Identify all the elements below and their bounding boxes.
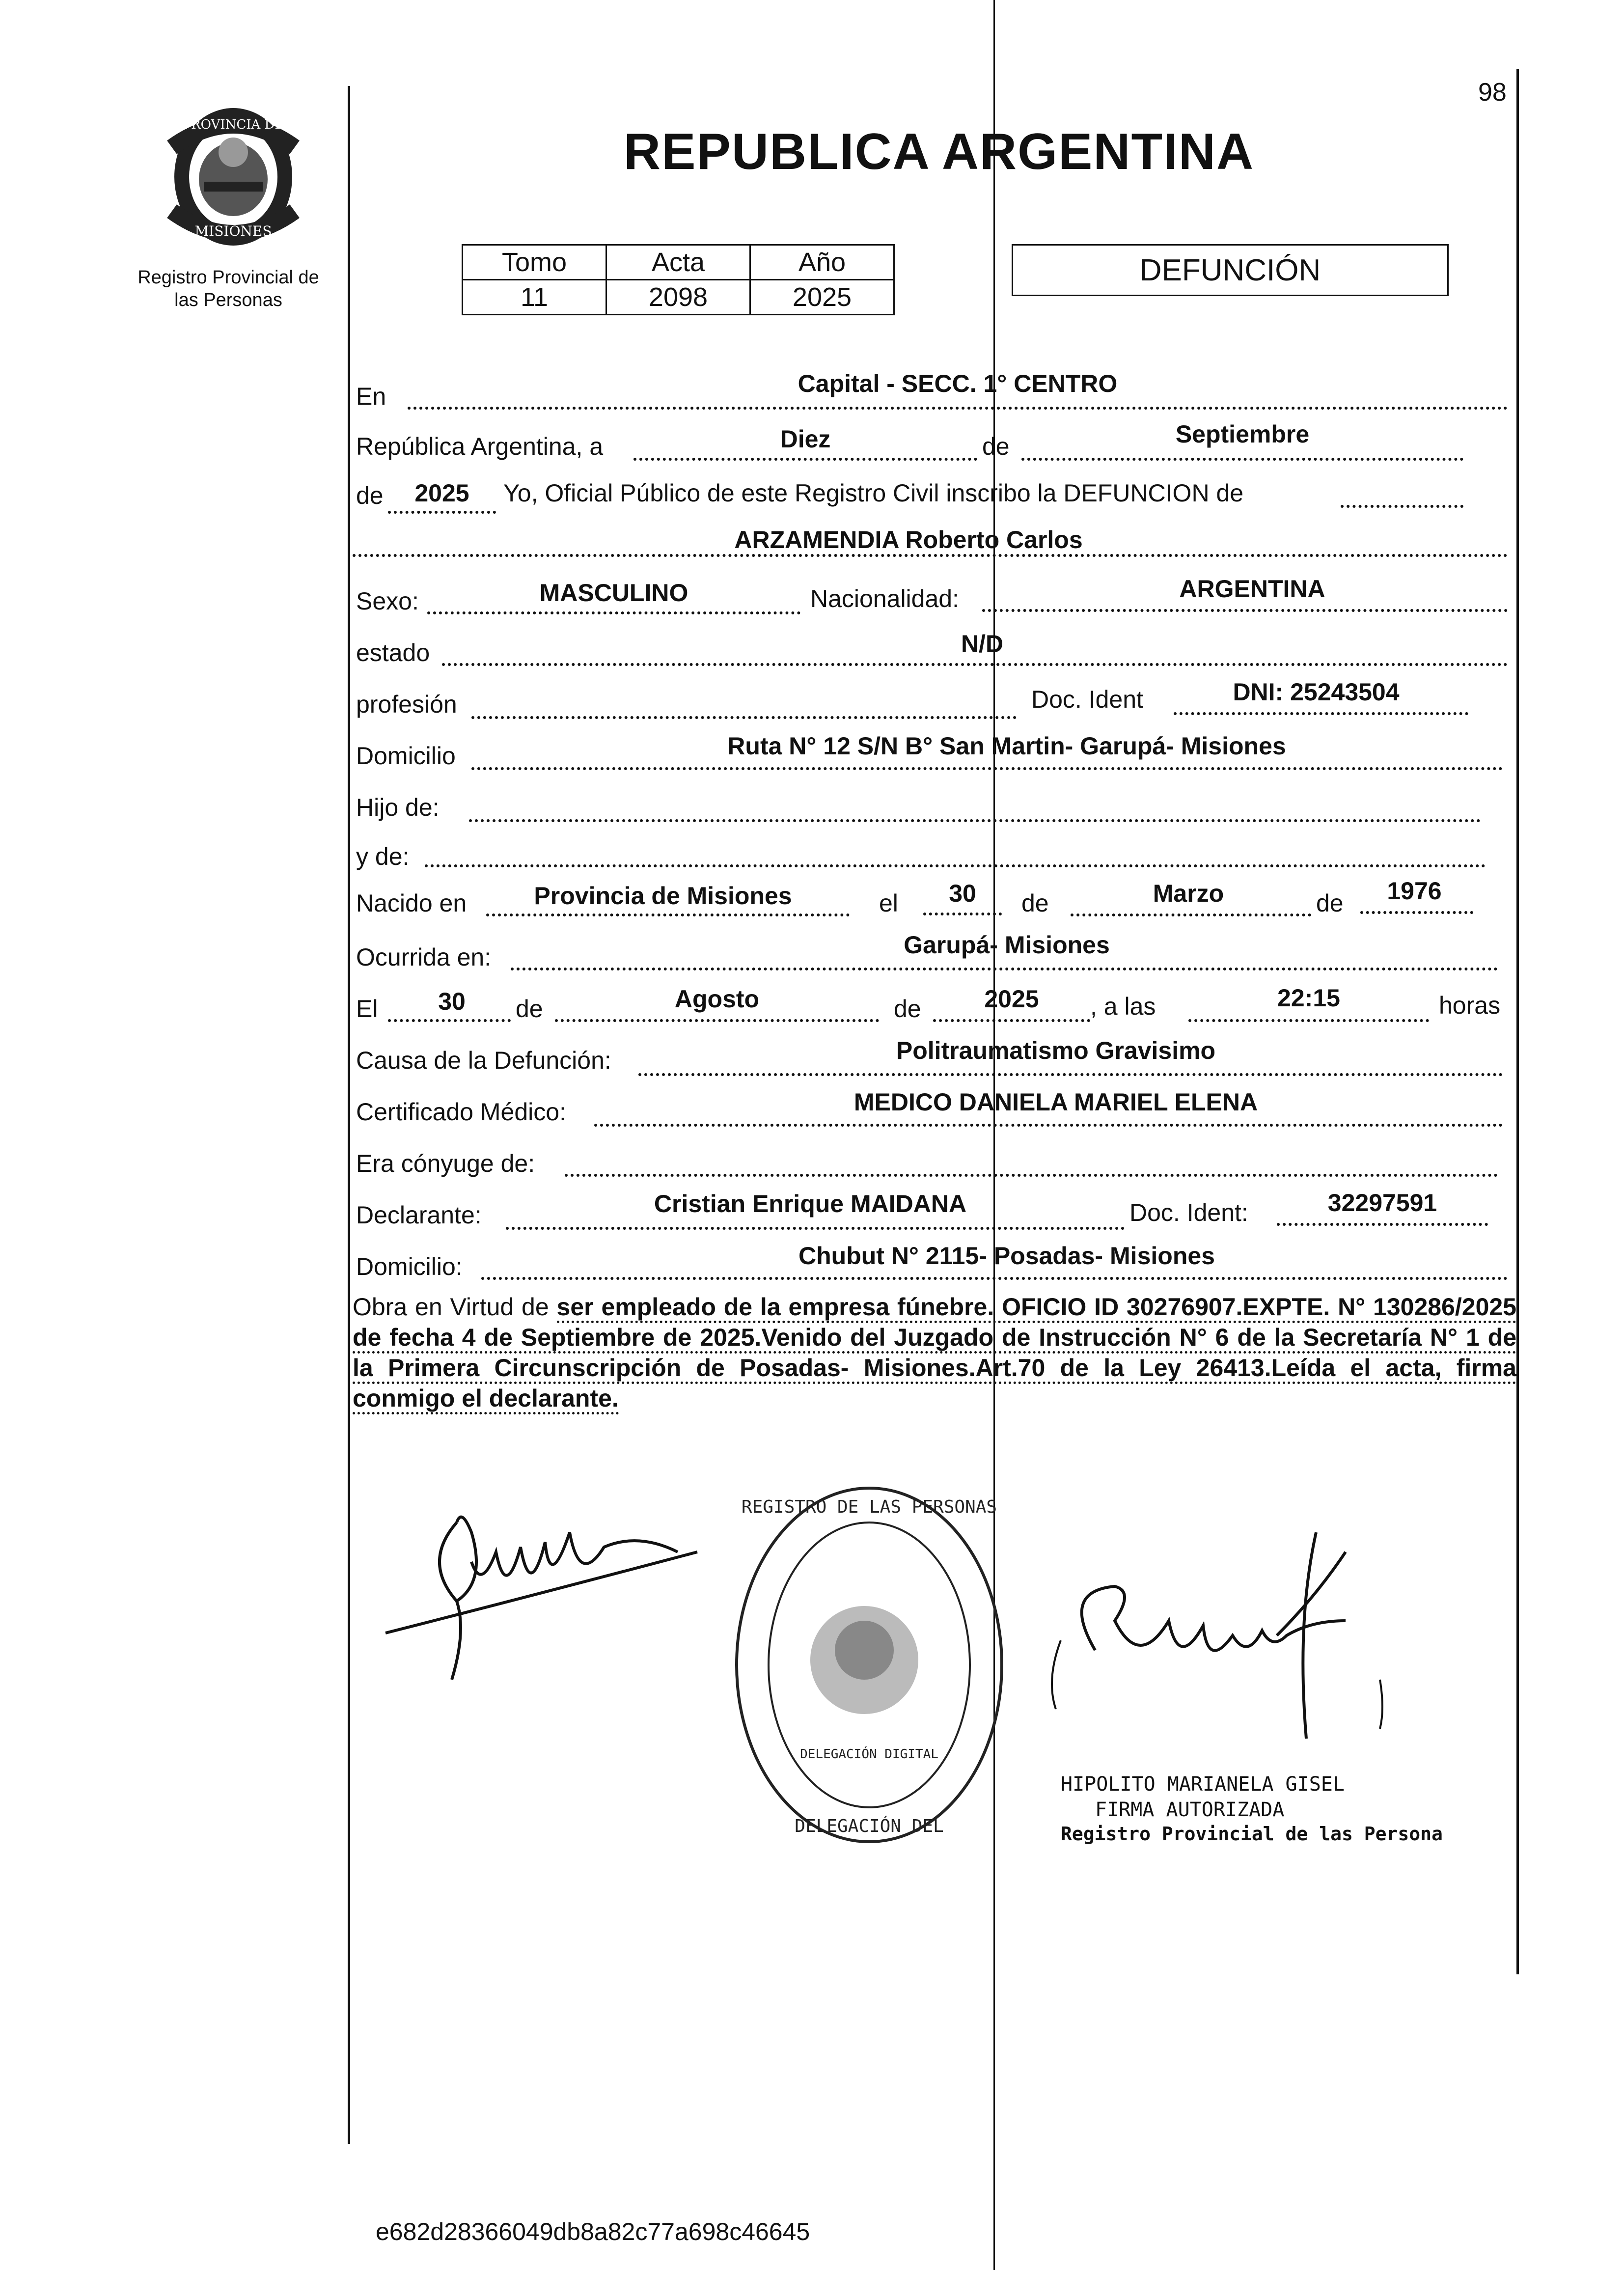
official-name: HIPOLITO MARIANELA GISEL — [1061, 1773, 1345, 1796]
acta-value-anio: 2025 — [750, 280, 894, 315]
def-anio-dots — [933, 1019, 1090, 1022]
en-dots — [408, 407, 1508, 410]
page-number: 98 — [1478, 78, 1507, 107]
declarante-doc-label: Doc. Ident: — [1129, 1199, 1248, 1226]
def-mes-value: Agosto — [674, 985, 760, 1013]
certificado-dots — [594, 1124, 1503, 1127]
conyuge-dots — [565, 1174, 1498, 1177]
stamp-text-inner: DELEGACIÓN DIGITAL — [800, 1747, 938, 1762]
alas-label: , a las — [1090, 993, 1156, 1020]
acta-header-anio: Año — [750, 245, 894, 280]
nombre-dots — [353, 554, 1508, 557]
horas-label: horas — [1439, 992, 1501, 1019]
declarante-label: Declarante: — [356, 1201, 482, 1229]
profesion-dots — [471, 716, 1017, 719]
republica-label: República Argentina, a — [356, 433, 604, 460]
nacido-lugar-value: Provincia de Misiones — [534, 882, 792, 910]
registry-stamp — [732, 1483, 1007, 1847]
el-label: el — [879, 889, 898, 917]
dia-value: Diez — [780, 425, 831, 453]
nac-dia-dots — [923, 913, 1002, 915]
emblem-text-top: PROVINCIA DE — [182, 117, 284, 132]
emblem-text-bottom: MISIONES — [194, 223, 272, 239]
nac-mes-dots — [1071, 914, 1311, 916]
org-line-2: las Personas — [174, 290, 282, 310]
declarante-dots — [506, 1227, 1125, 1230]
profesion-label: profesión — [356, 691, 457, 718]
anio-value: 2025 — [414, 479, 469, 507]
anio-dots — [388, 511, 496, 514]
nac-anio-value: 1976 — [1387, 877, 1442, 905]
nac-mes-value: Marzo — [1153, 880, 1224, 907]
acta-value-acta: 2098 — [606, 280, 750, 315]
hora-value: 22:15 — [1277, 984, 1340, 1012]
declarante-value: Cristian Enrique MAIDANA — [654, 1190, 967, 1218]
certificado-label: Certificado Médico: — [356, 1098, 566, 1126]
conyuge-label: Era cónyuge de: — [356, 1150, 535, 1177]
left-margin-line — [348, 86, 350, 2144]
doc-ident-label: Doc. Ident — [1031, 686, 1143, 713]
ocurrida-value: Garupá- Misiones — [904, 931, 1110, 959]
stamp-text-top: REGISTRO DE LAS PERSONAS — [741, 1497, 997, 1517]
nacionalidad-dots — [982, 609, 1508, 612]
domicilio2-value: Chubut N° 2115- Posadas- Misiones — [798, 1242, 1215, 1270]
hijo-dots — [469, 819, 1481, 822]
scan-fold-line — [993, 0, 995, 2270]
ocurrida-label: Ocurrida en: — [356, 943, 492, 971]
yo-label: Yo, Oficial Público de este Registro Civil inscribo la DEFUNCION de — [503, 479, 1244, 507]
document-hash: e682d28366049db8a82c77a698c46645 — [376, 2218, 810, 2245]
de-mes-label: de — [1021, 889, 1049, 917]
en-value: Capital - SECC. 1° CENTRO — [798, 370, 1118, 397]
misiones-coat-of-arms-icon — [152, 93, 314, 255]
def-dia-dots — [388, 1019, 511, 1022]
def-dia-value: 30 — [438, 988, 466, 1015]
stamp-text-bottom: DELEGACIÓN DEL — [795, 1816, 944, 1836]
causa-dots — [638, 1073, 1503, 1076]
mes-value: Septiembre — [1175, 420, 1310, 448]
domicilio-dots — [471, 767, 1503, 770]
def-mes-dots — [555, 1019, 879, 1022]
estado-label: estado — [356, 639, 430, 666]
org-line-1: Registro Provincial de — [138, 267, 319, 288]
doc-dots — [1174, 712, 1468, 715]
right-margin-line — [1516, 69, 1519, 1974]
ocurrida-dots — [511, 968, 1498, 970]
domicilio-value: Ruta N° 12 S/N B° San Martin- Garupá- Misiones — [727, 732, 1286, 760]
obra-en-virtud-paragraph — [353, 1292, 1516, 1413]
domicilio2-dots — [481, 1277, 1508, 1280]
causa-label: Causa de la Defunción: — [356, 1047, 611, 1074]
declarante-doc-dots — [1277, 1223, 1488, 1226]
def-anio-value: 2025 — [984, 985, 1039, 1013]
estado-dots — [442, 663, 1508, 666]
de-label: de — [982, 433, 1010, 460]
acta-value-tomo: 11 — [463, 280, 606, 315]
official-signature — [1041, 1523, 1395, 1748]
nacionalidad-label: Nacionalidad: — [810, 585, 959, 612]
declarante-signature — [383, 1473, 727, 1719]
official-org: Registro Provincial de las Persona — [1061, 1823, 1443, 1845]
causa-value: Politraumatismo Gravisimo — [896, 1037, 1216, 1064]
obra-value: ser empleado de la empresa fúnebre. OFICIO ID 30276907.EXPTE. N° 130286/2025 de fecha 4 de Septiembre de 2025.Venido del Juzgado de Instrucción N° 6 de la Secretaría N° 1 de la Primera Circunscripción de Posadas- Misiones.Art.70 de la Ley 26413.Leída el acta, firma conmigo el declarante. — [353, 1293, 1516, 1414]
acta-reference-table — [462, 244, 895, 315]
certificado-value: MEDICO DANIELA MARIEL ELENA — [853, 1088, 1258, 1116]
de-anio-label: de — [356, 482, 384, 509]
yde-dots — [425, 864, 1486, 867]
en-label: En — [356, 383, 386, 410]
yo-dots — [1341, 505, 1463, 508]
nacionalidad-value: ARGENTINA — [1179, 575, 1325, 603]
nac-dia-value: 30 — [949, 880, 976, 907]
nac-anio-dots — [1360, 911, 1473, 914]
dia-dots — [633, 458, 977, 461]
yde-label: y de: — [356, 843, 410, 870]
sexo-value: MASCULINO — [539, 579, 688, 607]
El-label: El — [356, 995, 378, 1023]
de-anio-nac-label: de — [1316, 889, 1344, 917]
obra-label: Obra en Virtud de — [353, 1293, 549, 1321]
estado-value: N/D — [961, 630, 1004, 658]
domicilio2-label: Domicilio: — [356, 1253, 463, 1280]
de-def-anio-label: de — [894, 995, 921, 1023]
mes-dots — [1021, 458, 1463, 461]
document-title: REPUBLICA ARGENTINA — [624, 123, 1255, 180]
record-type-box: DEFUNCIÓN — [1012, 244, 1449, 296]
deceased-name: ARZAMENDIA Roberto Carlos — [734, 526, 1083, 554]
hijo-label: Hijo de: — [356, 794, 440, 821]
de-def-mes-label: de — [516, 995, 543, 1023]
official-role: FIRMA AUTORIZADA — [1095, 1799, 1285, 1821]
hora-dots — [1188, 1019, 1429, 1022]
sexo-dots — [427, 611, 800, 614]
sexo-label: Sexo: — [356, 587, 419, 615]
acta-header-acta: Acta — [606, 245, 750, 280]
issuing-organization — [125, 266, 331, 311]
doc-value: DNI: 25243504 — [1233, 678, 1400, 706]
nacido-label: Nacido en — [356, 889, 467, 917]
nacido-lugar-dots — [486, 914, 850, 916]
domicilio-label: Domicilio — [356, 742, 456, 770]
acta-header-tomo: Tomo — [463, 245, 606, 280]
declarante-doc-value: 32297591 — [1327, 1189, 1437, 1217]
